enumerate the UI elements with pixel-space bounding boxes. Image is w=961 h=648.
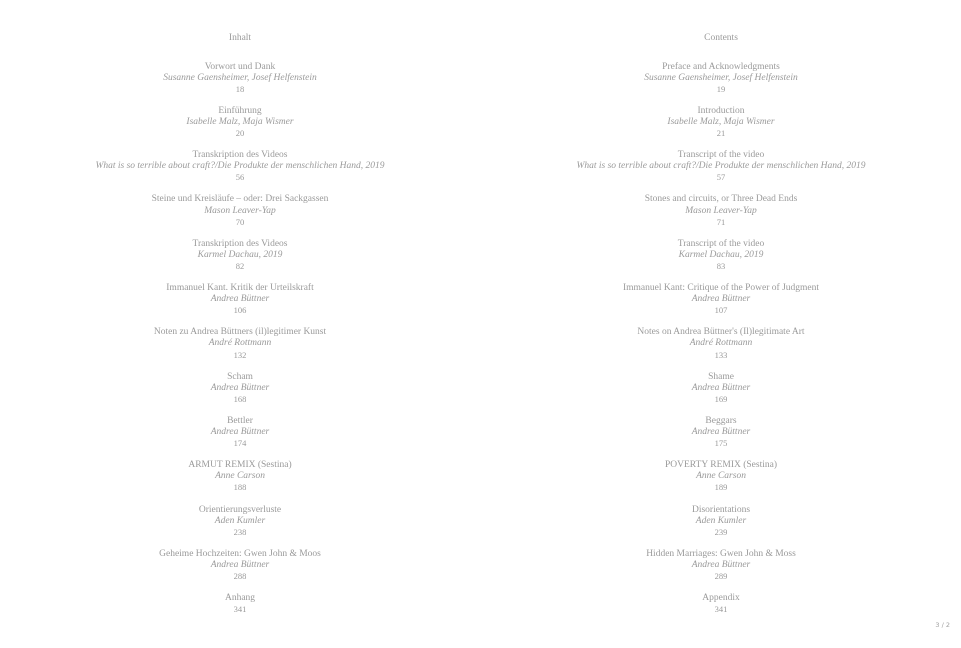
toc-entry-title: Immanuel Kant: Critique of the Power of Judgment	[622, 283, 820, 294]
toc-entry-title: Transkription des Videos	[192, 238, 288, 249]
toc-entry-page-number: 83	[716, 260, 726, 271]
toc-entry-author: Mason Leaver-Yap	[685, 205, 757, 216]
toc-entry[interactable]	[5, 62, 475, 106]
toc-entry-title: Noten zu Andrea Büttners (il)legitimer Kunst	[153, 327, 327, 338]
toc-entry[interactable]	[486, 372, 956, 416]
toc-entry-page-number: 239	[714, 526, 728, 537]
toc-entry-page-number: 132	[233, 349, 247, 360]
toc-entry-page-number: 169	[714, 393, 728, 404]
page-number-badge: 3 / 2	[935, 621, 950, 629]
toc-entry-author: Andrea Büttner	[691, 294, 751, 305]
toc-column-english	[486, 33, 956, 637]
toc-entry-title: Stones and circuits, or Three Dead Ends	[644, 194, 798, 205]
toc-entry-title: Notes on Andrea Büttner's (Il)legitimate Art	[637, 327, 805, 338]
toc-list-german	[5, 62, 475, 638]
toc-entry-page-number: 175	[714, 438, 728, 449]
toc-entry-author: Karmel Dachau, 2019	[197, 249, 283, 260]
toc-entry-author: Andrea Büttner	[691, 382, 751, 393]
toc-entry-title: Transcript of the video	[677, 150, 765, 161]
toc-entry[interactable]	[486, 549, 956, 593]
toc-entry-page-number: 19	[716, 83, 726, 94]
toc-entry-author: Andrea Büttner	[691, 427, 751, 438]
toc-entry[interactable]	[486, 505, 956, 549]
toc-heading-english: Contents	[704, 33, 738, 43]
toc-entry-title: Appendix	[702, 593, 740, 604]
toc-entry-page-number: 21	[716, 128, 726, 139]
toc-entry-title: Anhang	[224, 593, 256, 604]
toc-entry-author: Isabelle Malz, Maja Wismer	[186, 116, 294, 127]
toc-entry-page-number: 188	[233, 482, 247, 493]
toc-entry-author: Andrea Büttner	[210, 294, 270, 305]
toc-entry-title: Transcript of the video	[677, 238, 765, 249]
toc-entry-author: Andrea Büttner	[691, 559, 751, 570]
toc-entry[interactable]	[486, 150, 956, 194]
toc-entry-page-number: 189	[714, 482, 728, 493]
toc-entry-page-number: 289	[714, 571, 728, 582]
toc-entry-page-number: 288	[233, 571, 247, 582]
toc-entry-title: Introduction	[697, 105, 745, 116]
toc-entry[interactable]	[5, 194, 475, 238]
toc-entry-author: Susanne Gaensheimer, Josef Helfenstein	[644, 72, 798, 83]
toc-entry-title: Hidden Marriages: Gwen John & Moss	[646, 548, 796, 559]
toc-entry[interactable]	[5, 505, 475, 549]
toc-entry[interactable]	[486, 327, 956, 371]
toc-entry-author: Aden Kumler	[214, 515, 266, 526]
toc-entry-title: POVERTY REMIX (Sestina)	[664, 460, 777, 471]
toc-entry-page-number: 70	[235, 216, 245, 227]
toc-entry-title: Steine und Kreisläufe – oder: Drei Sackgassen	[151, 194, 329, 205]
toc-entry-title: Vorwort und Dank	[204, 61, 276, 72]
toc-entry-author: Anne Carson	[696, 471, 746, 482]
toc-entry[interactable]	[486, 283, 956, 327]
toc-entry[interactable]	[5, 327, 475, 371]
toc-entry-page-number: 106	[233, 305, 247, 316]
toc-entry-page-number: 174	[233, 438, 247, 449]
toc-entry-page-number: 82	[235, 260, 245, 271]
toc-entry-title: Scham	[227, 371, 253, 382]
toc-entry[interactable]	[486, 593, 956, 637]
toc-entry-page-number: 168	[233, 393, 247, 404]
toc-entry-page-number: 56	[235, 172, 245, 183]
toc-entry[interactable]	[486, 106, 956, 150]
toc-entry[interactable]	[5, 416, 475, 460]
toc-entry[interactable]	[5, 593, 475, 637]
toc-entry-title: Geheime Hochzeiten: Gwen John & Moos	[159, 548, 321, 559]
toc-entry-author: Anne Carson	[215, 471, 265, 482]
toc-entry-author: Karmel Dachau, 2019	[678, 249, 764, 260]
toc-entry-page-number: 71	[716, 216, 726, 227]
toc-entry[interactable]	[5, 460, 475, 504]
toc-entry-author: Andrea Büttner	[210, 427, 270, 438]
toc-entry-page-number: 18	[235, 83, 245, 94]
toc-entry[interactable]	[5, 372, 475, 416]
toc-entry-author: Aden Kumler	[695, 515, 747, 526]
toc-entry-title: Shame	[708, 371, 734, 382]
toc-entry-author: André Rottmann	[689, 338, 753, 349]
toc-entry[interactable]	[486, 62, 956, 106]
toc-entry-page-number: 341	[233, 604, 247, 615]
toc-entry-title: Disorientations	[691, 504, 751, 515]
toc-entry-page-number: 238	[233, 526, 247, 537]
toc-entry-page-number: 341	[714, 604, 728, 615]
toc-entry-author: Isabelle Malz, Maja Wismer	[667, 116, 775, 127]
toc-entry-author: What is so terrible about craft?/Die Produkte der menschlichen Hand, 2019	[95, 161, 385, 172]
toc-entry-author: Susanne Gaensheimer, Josef Helfenstein	[163, 72, 317, 83]
toc-entry[interactable]	[5, 239, 475, 283]
toc-entry-title: Transkription des Videos	[192, 150, 288, 161]
toc-entry-title: Preface and Acknowledgments	[662, 61, 780, 72]
toc-entry[interactable]	[486, 239, 956, 283]
toc-entry[interactable]	[486, 194, 956, 238]
toc-entry-title: Beggars	[705, 415, 737, 426]
toc-entry-author: Andrea Büttner	[210, 559, 270, 570]
toc-entry[interactable]	[5, 549, 475, 593]
toc-heading-german: Inhalt	[228, 33, 252, 43]
toc-entry[interactable]	[5, 283, 475, 327]
toc-entry-title: Bettler	[227, 415, 253, 426]
toc-entry-page-number: 107	[714, 305, 728, 316]
toc-entry[interactable]	[486, 416, 956, 460]
toc-entry-title: ARMUT REMIX (Sestina)	[188, 460, 292, 471]
toc-entry-title: Immanuel Kant. Kritik der Urteilskraft	[166, 283, 314, 294]
toc-entry-page-number: 57	[716, 172, 726, 183]
toc-entry-page-number: 20	[235, 128, 245, 139]
toc-entry[interactable]	[486, 460, 956, 504]
toc-entry-title: Orientierungsverluste	[198, 504, 282, 515]
toc-entry[interactable]	[5, 150, 475, 194]
toc-entry-title: Einführung	[218, 105, 262, 116]
toc-list-english	[486, 62, 956, 638]
toc-entry[interactable]	[5, 106, 475, 150]
toc-entry-author: What is so terrible about craft?/Die Produkte der menschlichen Hand, 2019	[576, 161, 866, 172]
toc-entry-author: Mason Leaver-Yap	[204, 205, 276, 216]
toc-entry-author: Andrea Büttner	[210, 382, 270, 393]
toc-column-german	[5, 33, 475, 637]
toc-entry-author: André Rottmann	[208, 338, 272, 349]
toc-entry-page-number: 133	[714, 349, 728, 360]
